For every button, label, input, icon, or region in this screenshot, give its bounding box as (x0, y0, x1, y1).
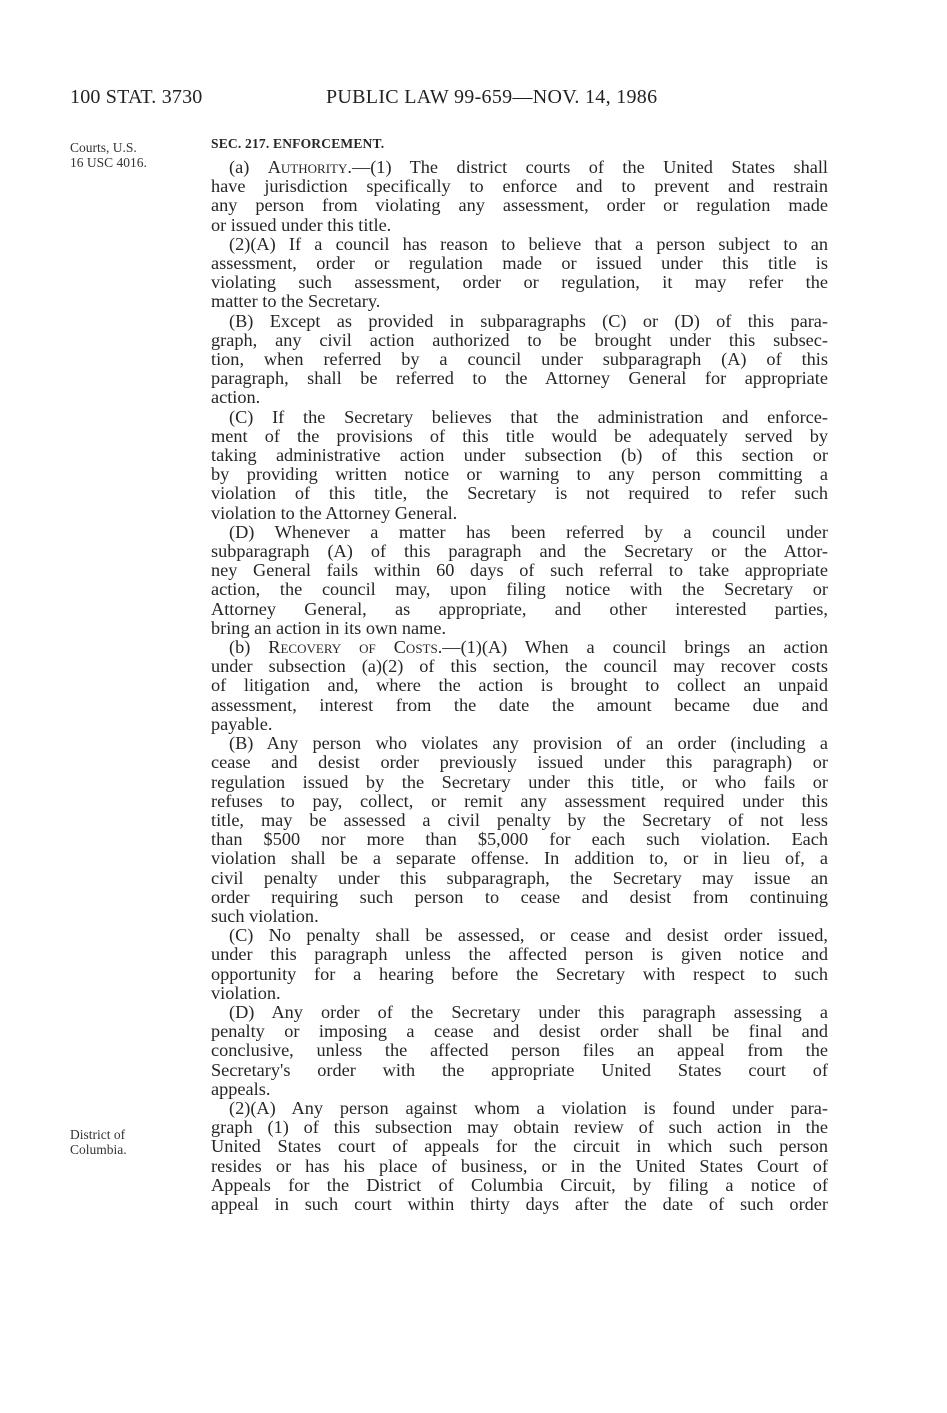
line-text: ment of the provisions of this title would be adequately served by (211, 425, 828, 446)
text-line (211, 1003, 828, 1022)
line-text: Appeals for the District of Columbia Circuit, by filing a notice of (211, 1174, 828, 1195)
text-line (211, 1157, 828, 1176)
line-text: taking administrative action under subsection (b) of this section or (211, 445, 828, 466)
line-text: under subsection (a)(2) of this section, the council may recover costs (211, 656, 828, 677)
text-line (211, 273, 828, 292)
text-line (211, 715, 828, 734)
text-line (211, 1022, 828, 1041)
text-line (211, 196, 828, 215)
line-text: Attorney General, as appropriate, and other interested parties, (211, 598, 828, 619)
line-text: —(1)(A) When a council brings an action (442, 637, 828, 658)
line-text: regulation issued by the Secretary under this title, or who fails or (211, 771, 828, 792)
line-text: (D) Any order of the Secretary under this paragraph assessing a (229, 1001, 828, 1022)
text-line (211, 312, 828, 331)
text-line (211, 1080, 828, 1099)
line-text: by providing written notice or warning to any person committing a (211, 464, 828, 485)
text-line (211, 216, 828, 235)
margin-note-line: District of (70, 1127, 126, 1142)
section-body (211, 136, 828, 1214)
line-text: civil penalty under this subparagraph, the Secretary may issue an (211, 867, 828, 888)
text-line (211, 523, 828, 542)
line-text: (2)(A) Any person against whom a violation is found under para- (229, 1097, 828, 1118)
text-line (211, 600, 828, 619)
line-text: than $500 nor more than $5,000 for each such violation. Each (211, 829, 828, 850)
line-text: or issued under this title. (211, 214, 392, 235)
line-text: payable. (211, 713, 273, 734)
line-text: violating such assessment, order or regulation, it may refer the (211, 272, 828, 293)
line-text: action. (211, 387, 261, 408)
text-line (211, 773, 828, 792)
line-text: have jurisdiction specifically to enforce and to prevent and restrain (211, 176, 828, 197)
text-line (211, 542, 828, 561)
text-line (211, 619, 828, 638)
line-text: violation to the Attorney General. (211, 502, 458, 523)
text-line (211, 177, 828, 196)
text-line (211, 638, 828, 657)
line-text: conclusive, unless the affected person files an appeal from the (211, 1040, 828, 1061)
line-prefix: (b) (229, 637, 269, 658)
text-line (211, 350, 828, 369)
line-text: such violation. (211, 905, 319, 926)
text-line (211, 657, 828, 676)
line-text: bring an action in its own name. (211, 617, 447, 638)
line-text: of litigation and, where the action is brought to collect an unpaid (211, 675, 828, 696)
text-line (211, 158, 828, 177)
line-text: (C) If the Secretary believes that the administration and enforce- (229, 406, 828, 427)
section-heading: SEC. 217. ENFORCEMENT. (211, 136, 385, 151)
text-line (211, 1195, 828, 1214)
text-line (211, 292, 828, 311)
line-text: subparagraph (A) of this paragraph and the Secretary or the Attor- (211, 541, 828, 562)
line-text: violation of this title, the Secretary is not required to refer such (211, 483, 828, 504)
line-text: action, the council may, upon filing notice with the Secretary or (211, 579, 828, 600)
margin-note-line: 16 USC 4016. (70, 155, 147, 170)
line-text: penalty or imposing a cease and desist order shall be final and (211, 1021, 828, 1042)
text-line (211, 561, 828, 580)
line-text: United States court of appeals for the circuit in which such person (211, 1136, 828, 1157)
line-text: assessment, interest from the date the amount became due and (211, 694, 828, 715)
law-reference: PUBLIC LAW 99-659—NOV. 14, 1986 (326, 86, 658, 108)
text-line (211, 1061, 828, 1080)
line-text: (C) No penalty shall be assessed, or cease and desist order issued, (229, 925, 828, 946)
text-line (211, 235, 828, 254)
line-text: tion, when referred by a council under subparagraph (A) of this (211, 349, 828, 370)
line-prefix: (a) (229, 157, 268, 177)
line-text: opportunity for a hearing before the Secretary with respect to such (211, 963, 828, 984)
margin-note-district (70, 1127, 127, 1157)
line-text: (B) Except as provided in subparagraphs (C) or (D) of this para- (229, 310, 828, 331)
line-text: under this paragraph unless the affected person is given notice and (211, 944, 828, 965)
text-line (211, 869, 828, 888)
text-line (211, 849, 828, 868)
line-text: graph, any civil action authorized to be brought under this subsec- (211, 329, 828, 350)
text-line (211, 734, 828, 753)
subsection-caption: Recovery of Costs. (268, 637, 443, 658)
text-line (211, 1118, 828, 1137)
line-text: (D) Whenever a matter has been referred by a council under (229, 521, 828, 542)
line-text: refuses to pay, collect, or remit any assessment required under this (211, 790, 828, 811)
text-line (211, 427, 828, 446)
line-text: matter to the Secretary. (211, 291, 381, 312)
text-line (211, 926, 828, 945)
text-line (211, 369, 828, 388)
line-text: —(1) The district courts of the United States shall (351, 157, 828, 177)
line-text: (B) Any person who violates any provision of an order (including a (229, 733, 828, 754)
line-text: order requiring such person to cease and desist from continuing (211, 886, 828, 907)
text-line (211, 753, 828, 772)
text-line (211, 984, 828, 1003)
text-line (211, 888, 828, 907)
text-line (211, 408, 828, 427)
text-line (211, 965, 828, 984)
text-line (211, 907, 828, 926)
line-text: title, may be assessed a civil penalty by the Secretary of not less (211, 809, 828, 830)
line-text: graph (1) of this subsection may obtain review of such action in the (211, 1117, 828, 1138)
text-line (211, 331, 828, 350)
line-text: (2)(A) If a council has reason to believe that a person subject to an (229, 233, 828, 254)
page-header (0, 86, 947, 116)
text-line (211, 1099, 828, 1118)
line-text: appeal in such court within thirty days after the date of such order (211, 1193, 828, 1214)
text-line (211, 792, 828, 811)
text-line (211, 945, 828, 964)
text-line (211, 1041, 828, 1060)
line-text: violation. (211, 982, 281, 1003)
text-line (211, 484, 828, 503)
text-line (211, 254, 828, 273)
text-line (211, 1176, 828, 1195)
line-text: Secretary's order with the appropriate United States court of (211, 1059, 828, 1080)
line-text: ney General fails within 60 days of such referral to take appropriate (211, 560, 828, 581)
margin-note-courts (70, 140, 147, 170)
text-line (211, 465, 828, 484)
text-line (211, 696, 828, 715)
stat-reference: 100 STAT. 3730 (70, 86, 203, 108)
text-line (211, 446, 828, 465)
text-line (211, 676, 828, 695)
margin-note-line: Columbia. (70, 1142, 127, 1157)
line-text: cease and desist order previously issued under this paragraph) or (211, 752, 828, 773)
line-text: appeals. (211, 1078, 271, 1099)
text-line (211, 388, 828, 407)
line-text: resides or has his place of business, or in the United States Court of (211, 1155, 828, 1176)
text-line (211, 504, 828, 523)
line-text: assessment, order or regulation made or issued under this title is (211, 253, 828, 274)
line-text: paragraph, shall be referred to the Attorney General for appropriate (211, 368, 828, 389)
section-text (211, 158, 828, 1214)
line-text: any person from violating any assessment, order or regulation made (211, 195, 828, 216)
text-line (211, 811, 828, 830)
text-line (211, 580, 828, 599)
subsection-caption: Authority. (267, 157, 352, 177)
text-line (211, 830, 828, 849)
line-text: violation shall be a separate offense. In addition to, or in lieu of, a (211, 848, 828, 869)
text-line (211, 1137, 828, 1156)
margin-note-line: Courts, U.S. (70, 140, 137, 155)
